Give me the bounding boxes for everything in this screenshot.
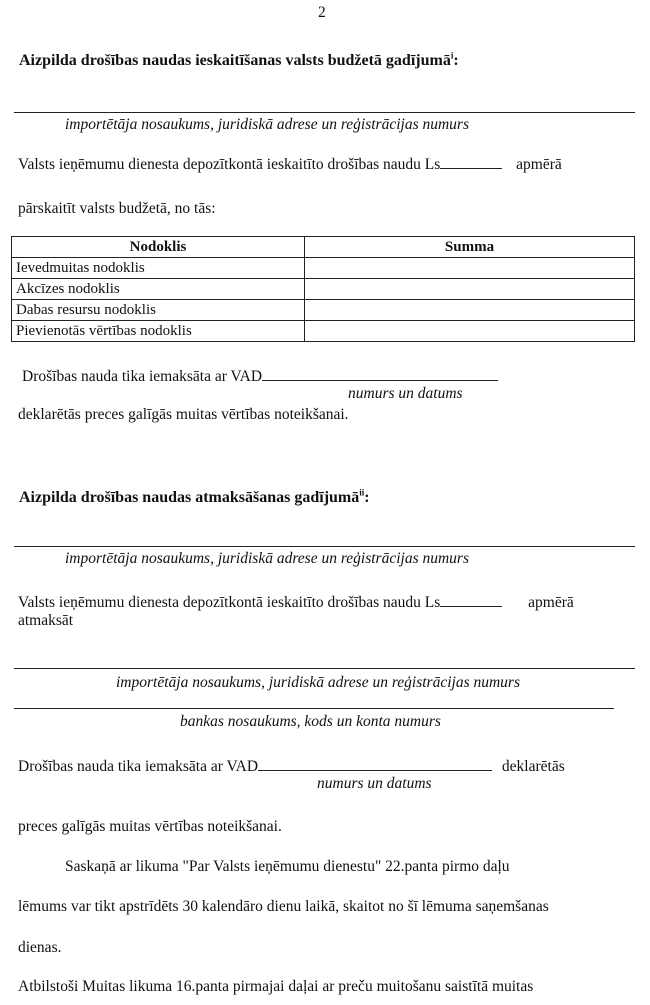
table-row — [12, 258, 635, 279]
law-para1-line3: dienas. — [18, 939, 62, 956]
section2-heading: Aizpilda drošības naudas atmaksāšanas gadījumā$^{ii}$: — [19, 487, 370, 506]
law-para1-line1: Saskaņā ar likuma "Par Valsts ieņēmumu dienestu" 22.panta pirmo daļu — [65, 858, 510, 875]
table-row — [12, 300, 635, 321]
section2-para1 — [18, 592, 574, 612]
tax-amount-cell[interactable] — [305, 321, 635, 342]
section2-para1-cont: atmaksāt — [18, 612, 74, 629]
tax-amount-cell[interactable] — [305, 258, 635, 279]
section1-heading: Aizpilda drošības naudas ieskaitīšanas valsts budžetā gadījumā$^i$: — [19, 50, 459, 69]
page-number: 2 — [318, 4, 326, 21]
section1-importer-line — [14, 112, 635, 113]
tax-table-header-tax: Nodoklis — [12, 237, 305, 258]
section1-amount-blank[interactable] — [440, 154, 502, 169]
section1-para1 — [18, 154, 562, 174]
section1-heading-text: Aizpilda drošības naudas ieskaitīšanas valsts budžetā gadījumā — [19, 52, 451, 69]
section2-amount-blank[interactable] — [440, 592, 502, 607]
table-row — [12, 279, 635, 300]
table-row — [12, 321, 635, 342]
section1-para1-cont: pārskaitīt valsts budžetā, no tās: — [18, 200, 216, 217]
section2-deposit — [18, 756, 565, 776]
section2-importer-caption2: importētāja nosaukums, juridiskā adrese un reģistrācijas numurs — [116, 674, 520, 691]
tax-name-cell: Dabas resursu nodoklis — [12, 300, 305, 321]
section2-para1-text: Valsts ieņēmumu dienesta depozītkontā ieskaitīto drošības naudu Ls — [18, 594, 441, 611]
section1-heading-note: i — [450, 50, 454, 61]
section2-declared-word: deklarētās — [501, 758, 565, 775]
section1-deposit-text: Drošības nauda tika iemaksāta ar VAD — [22, 368, 263, 385]
tax-amount-cell[interactable] — [305, 279, 635, 300]
tax-name-cell: Pievienotās vērtības nodoklis — [12, 321, 305, 342]
section2-heading-text: Aizpilda drošības naudas atmaksāšanas gadījumā — [19, 489, 360, 506]
section2-deposit-text: Drošības nauda tika iemaksāta ar VAD — [18, 758, 259, 775]
section2-importer-line — [14, 546, 635, 547]
section2-number-date-caption: numurs un datums — [317, 775, 432, 792]
section1-importer-caption: importētāja nosaukums, juridiskā adrese un reģistrācijas numurs — [65, 116, 469, 133]
section2-vad-blank[interactable] — [258, 756, 492, 771]
tax-table-header-amount: Summa — [305, 237, 635, 258]
section2-bank-line — [14, 708, 614, 709]
tax-table-header-row — [12, 237, 635, 258]
section1-deposit — [22, 366, 498, 386]
tax-table — [11, 236, 635, 342]
section1-para1-text: Valsts ieņēmumu dienesta depozītkontā ieskaitīto drošības naudu Ls — [18, 156, 441, 173]
law-para1-line2: lēmums var tikt apstrīdēts 30 kalendāro dienu laikā, skaitot no šī lēmuma saņemšanas — [18, 898, 549, 915]
section2-para1-apmera: apmērā — [528, 594, 574, 611]
tax-name-cell: Ievedmuitas nodoklis — [12, 258, 305, 279]
section1-para1-apmera: apmērā — [516, 156, 562, 173]
tax-amount-cell[interactable] — [305, 300, 635, 321]
section2-importer-line2 — [14, 668, 635, 669]
section1-number-date-caption: numurs un datums — [348, 385, 463, 402]
section1-vad-blank[interactable] — [262, 366, 498, 381]
section1-declared: deklarētās preces galīgās muitas vērtības noteikšanai. — [18, 406, 349, 423]
section2-declared: preces galīgās muitas vērtības noteikšanai. — [18, 818, 282, 835]
section2-heading-note: ii — [359, 487, 365, 498]
section2-bank-caption: bankas nosaukums, kods un konta numurs — [180, 713, 441, 730]
tax-name-cell: Akcīzes nodoklis — [12, 279, 305, 300]
law-para2-line1: Atbilstoši Muitas likuma 16.panta pirmajai daļai ar preču muitošanu saistītā muitas — [18, 978, 534, 995]
section2-importer-caption: importētāja nosaukums, juridiskā adrese un reģistrācijas numurs — [65, 550, 469, 567]
